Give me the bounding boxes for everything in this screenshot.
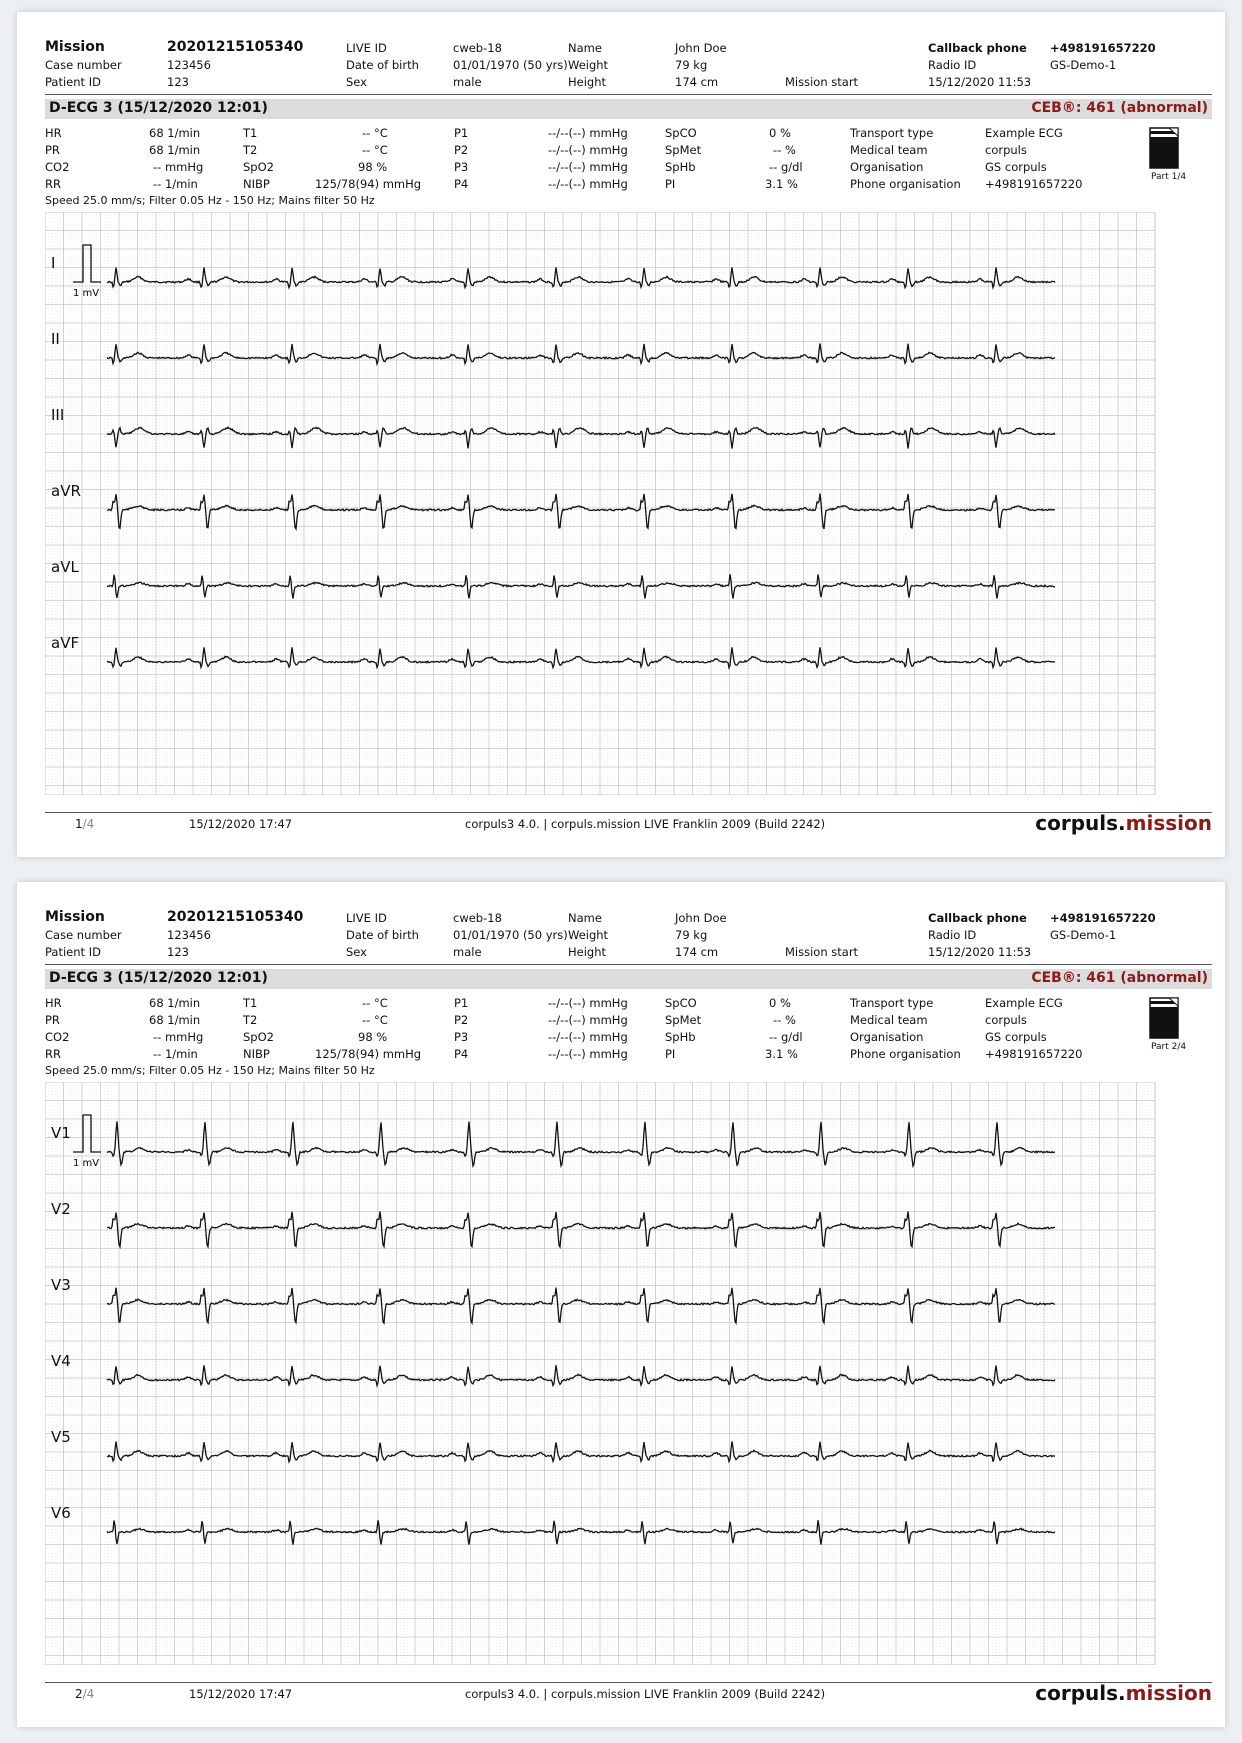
footer-software: corpuls3 4.0. | corpuls.mission LIVE Franklin 2009 (Build 2242) bbox=[465, 817, 826, 831]
sex-value: male bbox=[453, 945, 482, 959]
lead-label: II bbox=[51, 330, 60, 348]
mission-value: 20201215105340 bbox=[167, 39, 304, 55]
dob-value: 01/01/1970 (50 yrs) bbox=[453, 928, 568, 942]
settings-line: Speed 25.0 mm/s; Filter 0.05 Hz - 150 Hz; Mains filter 50 Hz bbox=[45, 1064, 375, 1077]
weight-value: 79 kg bbox=[675, 58, 708, 72]
co2-value: -- mmHg bbox=[153, 1030, 204, 1044]
weight-label: Weight bbox=[568, 928, 609, 942]
callback-label: Callback phone bbox=[928, 911, 1027, 925]
t1-value: -- °C bbox=[362, 996, 388, 1010]
transport-value: Example ECG bbox=[985, 126, 1063, 140]
live-id-label: LIVE ID bbox=[346, 911, 387, 925]
pi-value: 3.1 % bbox=[765, 177, 798, 191]
live-id-value: cweb-18 bbox=[453, 41, 502, 55]
lead-label: V2 bbox=[51, 1200, 71, 1218]
pi-label: PI bbox=[665, 1047, 676, 1061]
patient-id-label: Patient ID bbox=[45, 945, 101, 959]
hr-value: 68 1/min bbox=[149, 996, 201, 1010]
report-page bbox=[17, 882, 1225, 1727]
footer-software: corpuls3 4.0. | corpuls.mission LIVE Franklin 2009 (Build 2242) bbox=[465, 1687, 826, 1701]
title-bar bbox=[45, 969, 1212, 989]
t2-label: T2 bbox=[243, 1013, 258, 1027]
page-number-total: /4 bbox=[82, 817, 95, 831]
report-page bbox=[17, 12, 1225, 857]
pi-label: PI bbox=[665, 177, 676, 191]
brand-logo bbox=[1035, 1681, 1212, 1705]
dob-label: Date of birth bbox=[346, 928, 419, 942]
radio-value: GS-Demo-1 bbox=[1050, 58, 1117, 72]
radio-label: Radio ID bbox=[928, 928, 977, 942]
hr-label: HR bbox=[45, 996, 62, 1010]
report-title: D-ECG 3 (15/12/2020 12:01) bbox=[49, 100, 268, 116]
spmet-value: -- % bbox=[773, 143, 796, 157]
spo2-label: SpO2 bbox=[243, 1030, 274, 1044]
pr-label: PR bbox=[45, 1013, 60, 1027]
mission-label: Mission bbox=[45, 39, 105, 55]
name-value: John Doe bbox=[675, 911, 727, 925]
transport-label: Transport type bbox=[850, 996, 934, 1010]
patient-id-value: 123 bbox=[167, 75, 189, 89]
case-number-value: 123456 bbox=[167, 58, 211, 72]
dob-value: 01/01/1970 (50 yrs) bbox=[453, 58, 568, 72]
t2-value: -- °C bbox=[362, 1013, 388, 1027]
lead-label: V3 bbox=[51, 1276, 71, 1294]
lead-label: V5 bbox=[51, 1428, 71, 1446]
spco-label: SpCO bbox=[665, 996, 697, 1010]
co2-value: -- mmHg bbox=[153, 160, 204, 174]
p1-value: --/--(--) mmHg bbox=[548, 996, 628, 1010]
name-label: Name bbox=[568, 911, 602, 925]
hr-value: 68 1/min bbox=[149, 126, 201, 140]
mission-start-value: 15/12/2020 11:53 bbox=[928, 75, 1032, 89]
sex-label: Sex bbox=[346, 945, 367, 959]
radio-label: Radio ID bbox=[928, 58, 977, 72]
ceb-badge: CEB®: 461 (abnormal) bbox=[1031, 100, 1208, 116]
spo2-value: 98 % bbox=[358, 1030, 388, 1044]
lead-label: V6 bbox=[51, 1504, 71, 1522]
callback-value: +498191657220 bbox=[1050, 911, 1156, 925]
hr-label: HR bbox=[45, 126, 62, 140]
sphb-label: SpHb bbox=[665, 1030, 696, 1044]
p4-value: --/--(--) mmHg bbox=[548, 177, 628, 191]
p4-value: --/--(--) mmHg bbox=[548, 1047, 628, 1061]
p2-label: P2 bbox=[454, 143, 469, 157]
phone-org-value: +498191657220 bbox=[985, 1047, 1083, 1061]
spo2-label: SpO2 bbox=[243, 160, 274, 174]
sphb-value: -- g/dl bbox=[769, 1030, 803, 1044]
mission-start-value: 15/12/2020 11:53 bbox=[928, 945, 1032, 959]
lead-label: V4 bbox=[51, 1352, 71, 1370]
height-label: Height bbox=[568, 75, 607, 89]
calibration-label: 1 mV bbox=[73, 288, 100, 299]
ecg-grid-svg bbox=[45, 1082, 1193, 1665]
calibration-label: 1 mV bbox=[73, 1158, 100, 1169]
spmet-value: -- % bbox=[773, 1013, 796, 1027]
pr-label: PR bbox=[45, 143, 60, 157]
p1-label: P1 bbox=[454, 126, 469, 140]
t1-label: T1 bbox=[243, 126, 258, 140]
footer-date: 15/12/2020 17:47 bbox=[189, 817, 293, 831]
page-number bbox=[75, 817, 94, 831]
p2-value: --/--(--) mmHg bbox=[548, 143, 628, 157]
org-value: GS corpuls bbox=[985, 1030, 1047, 1044]
page-number-current: 2 bbox=[75, 1687, 83, 1701]
transport-value: Example ECG bbox=[985, 996, 1063, 1010]
header-divider bbox=[45, 94, 1212, 95]
p4-label: P4 bbox=[454, 1047, 469, 1061]
callback-label: Callback phone bbox=[928, 41, 1027, 55]
title-bar bbox=[45, 99, 1212, 119]
lead-label: aVR bbox=[51, 482, 81, 500]
team-label: Medical team bbox=[850, 1013, 928, 1027]
phone-org-label: Phone organisation bbox=[850, 177, 961, 191]
ecg-grid-svg bbox=[45, 212, 1193, 795]
t2-label: T2 bbox=[243, 143, 258, 157]
rr-label: RR bbox=[45, 1047, 61, 1061]
spco-value: 0 % bbox=[769, 126, 791, 140]
case-number-label: Case number bbox=[45, 928, 122, 942]
mission-label: Mission bbox=[45, 909, 105, 925]
document-icon bbox=[1149, 127, 1179, 169]
dob-label: Date of birth bbox=[346, 58, 419, 72]
phone-org-value: +498191657220 bbox=[985, 177, 1083, 191]
org-value: GS corpuls bbox=[985, 160, 1047, 174]
name-value: John Doe bbox=[675, 41, 727, 55]
height-value: 174 cm bbox=[675, 945, 719, 959]
brand-dark: corpuls. bbox=[1035, 811, 1126, 835]
org-label: Organisation bbox=[850, 160, 924, 174]
report-title: D-ECG 3 (15/12/2020 12:01) bbox=[49, 970, 268, 986]
p4-label: P4 bbox=[454, 177, 469, 191]
brand-logo bbox=[1035, 811, 1212, 835]
ecg-grid bbox=[45, 1082, 1193, 1665]
page-number-current: 1 bbox=[75, 817, 83, 831]
transport-label: Transport type bbox=[850, 126, 934, 140]
nibp-label: NIBP bbox=[243, 177, 270, 191]
pr-value: 68 1/min bbox=[149, 1013, 201, 1027]
p3-label: P3 bbox=[454, 1030, 469, 1044]
header-divider bbox=[45, 964, 1212, 965]
t2-value: -- °C bbox=[362, 143, 388, 157]
live-id-label: LIVE ID bbox=[346, 41, 387, 55]
sphb-value: -- g/dl bbox=[769, 160, 803, 174]
lead-label: aVF bbox=[51, 634, 80, 652]
mission-value: 20201215105340 bbox=[167, 909, 304, 925]
patient-id-label: Patient ID bbox=[45, 75, 101, 89]
mission-start-label: Mission start bbox=[785, 945, 859, 959]
team-label: Medical team bbox=[850, 143, 928, 157]
height-value: 174 cm bbox=[675, 75, 719, 89]
org-label: Organisation bbox=[850, 1030, 924, 1044]
phone-org-label: Phone organisation bbox=[850, 1047, 961, 1061]
spmet-label: SpMet bbox=[665, 143, 702, 157]
brand-red: mission bbox=[1125, 811, 1212, 835]
case-number-label: Case number bbox=[45, 58, 122, 72]
pr-value: 68 1/min bbox=[149, 143, 201, 157]
sphb-label: SpHb bbox=[665, 160, 696, 174]
weight-label: Weight bbox=[568, 58, 609, 72]
callback-value: +498191657220 bbox=[1050, 41, 1156, 55]
sex-value: male bbox=[453, 75, 482, 89]
rr-label: RR bbox=[45, 177, 61, 191]
spco-value: 0 % bbox=[769, 996, 791, 1010]
lead-label: V1 bbox=[51, 1124, 71, 1142]
nibp-value: 125/78(94) mmHg bbox=[315, 177, 422, 191]
team-value: corpuls bbox=[985, 1013, 1027, 1027]
rr-value: -- 1/min bbox=[153, 177, 198, 191]
patient-id-value: 123 bbox=[167, 945, 189, 959]
sex-label: Sex bbox=[346, 75, 367, 89]
co2-label: CO2 bbox=[45, 160, 70, 174]
p3-value: --/--(--) mmHg bbox=[548, 1030, 628, 1044]
pi-value: 3.1 % bbox=[765, 1047, 798, 1061]
ceb-badge: CEB®: 461 (abnormal) bbox=[1031, 970, 1208, 986]
spmet-label: SpMet bbox=[665, 1013, 702, 1027]
footer-date: 15/12/2020 17:47 bbox=[189, 1687, 293, 1701]
p3-label: P3 bbox=[454, 160, 469, 174]
t1-value: -- °C bbox=[362, 126, 388, 140]
live-id-value: cweb-18 bbox=[453, 911, 502, 925]
rr-value: -- 1/min bbox=[153, 1047, 198, 1061]
page-number-total: /4 bbox=[82, 1687, 95, 1701]
weight-value: 79 kg bbox=[675, 928, 708, 942]
brand-dark: corpuls. bbox=[1035, 1681, 1126, 1705]
nibp-label: NIBP bbox=[243, 1047, 270, 1061]
settings-line: Speed 25.0 mm/s; Filter 0.05 Hz - 150 Hz; Mains filter 50 Hz bbox=[45, 194, 375, 207]
height-label: Height bbox=[568, 945, 607, 959]
name-label: Name bbox=[568, 41, 602, 55]
lead-label: I bbox=[51, 254, 56, 272]
mission-start-label: Mission start bbox=[785, 75, 859, 89]
lead-label: III bbox=[51, 406, 65, 424]
ecg-grid bbox=[45, 212, 1193, 795]
spo2-value: 98 % bbox=[358, 160, 388, 174]
case-number-value: 123456 bbox=[167, 928, 211, 942]
radio-value: GS-Demo-1 bbox=[1050, 928, 1117, 942]
t1-label: T1 bbox=[243, 996, 258, 1010]
co2-label: CO2 bbox=[45, 1030, 70, 1044]
spco-label: SpCO bbox=[665, 126, 697, 140]
brand-red: mission bbox=[1125, 1681, 1212, 1705]
p2-label: P2 bbox=[454, 1013, 469, 1027]
part-label: Part 1/4 bbox=[1151, 172, 1187, 182]
lead-label: aVL bbox=[51, 558, 79, 576]
document-icon bbox=[1149, 997, 1179, 1039]
p3-value: --/--(--) mmHg bbox=[548, 160, 628, 174]
p2-value: --/--(--) mmHg bbox=[548, 1013, 628, 1027]
p1-label: P1 bbox=[454, 996, 469, 1010]
p1-value: --/--(--) mmHg bbox=[548, 126, 628, 140]
part-label: Part 2/4 bbox=[1151, 1042, 1187, 1052]
team-value: corpuls bbox=[985, 143, 1027, 157]
page-number bbox=[75, 1687, 94, 1701]
nibp-value: 125/78(94) mmHg bbox=[315, 1047, 422, 1061]
